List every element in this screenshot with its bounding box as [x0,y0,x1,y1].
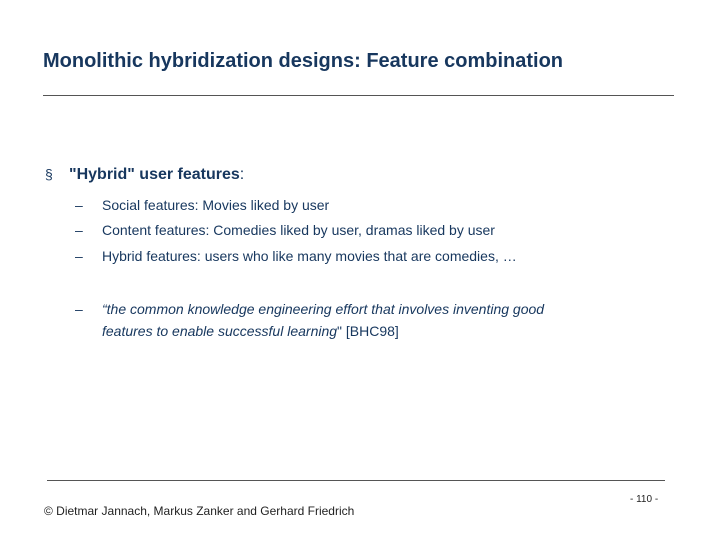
footer-authors: © Dietmar Jannach, Markus Zanker and Gerhard Friedrich [44,504,355,518]
bullet-text: "Hybrid" user features [69,166,240,183]
dash-icon: – [75,248,83,264]
dash-icon: – [75,197,83,213]
page-number: - 110 - [630,494,659,505]
quote-text-1: “the common knowledge engineering effort that involves inventing good [102,301,545,317]
quote-line-2 [75,320,544,342]
sub-item-text: Hybrid features: users who like many movies that are comedies, … [102,248,517,264]
sub-item-text: Social features: Movies liked by user [102,197,330,213]
sub-item-hybrid [75,248,517,264]
dash-icon: – [75,222,83,238]
section-bullet-icon: § [45,166,53,182]
sub-item-text: Content features: Comedies liked by user, dramas liked by user [102,222,495,238]
bullet-colon: : [239,166,245,183]
quote-text-2: features to enable successful learning [102,323,338,339]
citation: " [BHC98] [337,323,399,339]
slide-title: Monolithic hybridization designs: Feature combination [43,50,564,72]
footer-divider [47,480,665,481]
title-divider [43,95,674,96]
quote-line-1 [75,298,544,320]
sub-item-social [75,197,329,213]
sub-item-content [75,222,495,238]
dash-icon: – [75,301,83,317]
main-bullet [45,166,244,184]
sub-item-quote [75,298,544,342]
